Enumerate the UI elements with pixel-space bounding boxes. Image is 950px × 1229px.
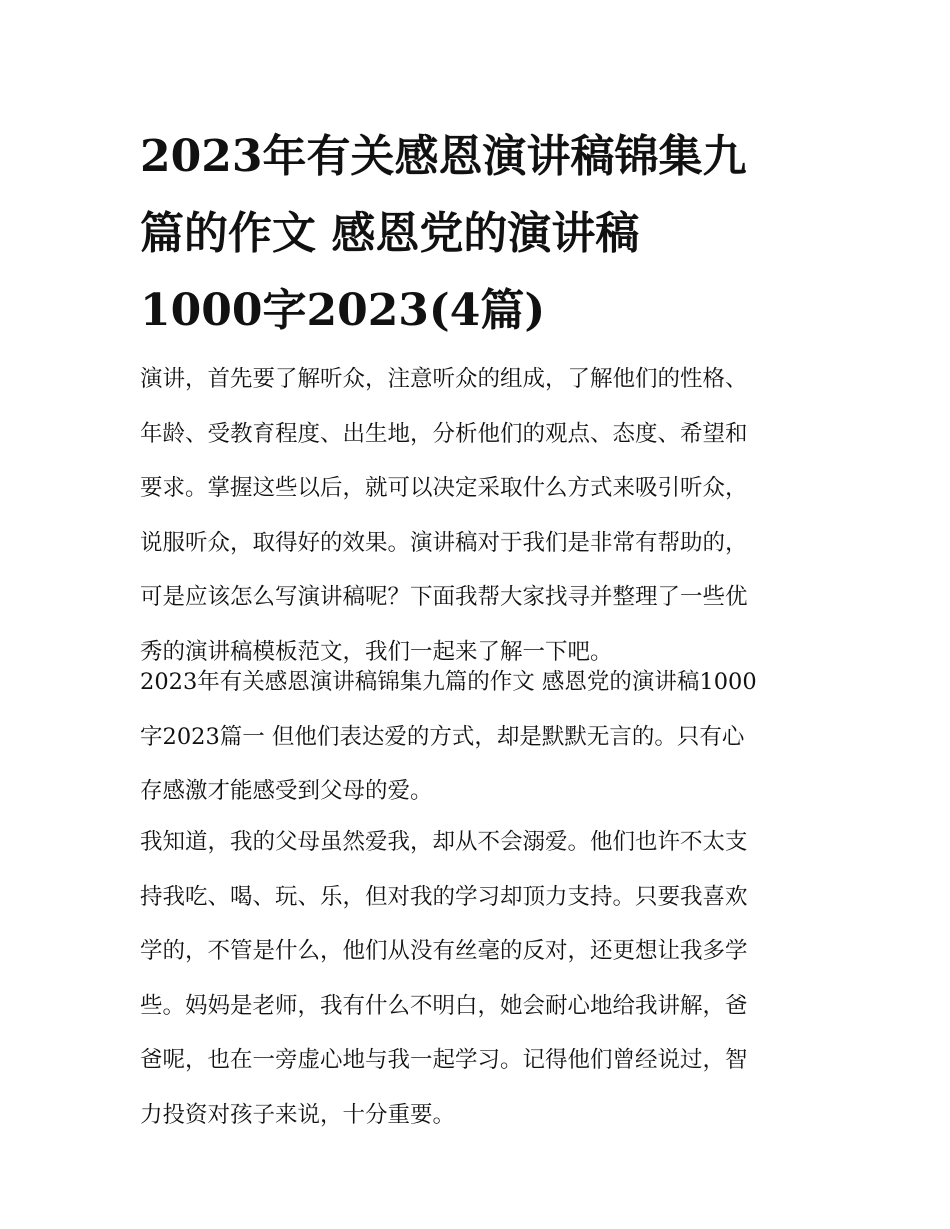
- speech-heading-paragraph: [140, 655, 820, 819]
- text-line: 秀的演讲稿模板范文，我们一起来了解一下吧。: [140, 638, 613, 665]
- body-paragraph: [140, 815, 820, 1142]
- text-line: 学的，不管是什么，他们从没有丝毫的反对，还更想让我多学: [140, 938, 748, 964]
- title-line: 2023年有关感恩演讲稿锦集九: [140, 131, 747, 182]
- text-line: 演讲，首先要了解听众，注意听众的组成，了解他们的性格、: [140, 366, 748, 392]
- title-line: 1000字2023(4篇): [140, 285, 546, 336]
- text-line: 说服听众，取得好的效果。演讲稿对于我们是非常有帮助的，: [140, 529, 748, 556]
- text-line: 要求。掌握这些以后，就可以决定采取什么方式来吸引听众，: [140, 475, 748, 501]
- intro-paragraph: [140, 352, 820, 679]
- text-line: 字2023篇一 但他们表达爱的方式，却是默默无言的。只有心: [140, 723, 745, 750]
- text-line: 年龄、受教育程度、出生地，分析他们的观点、态度、希望和: [140, 420, 748, 447]
- text-line: 力投资对孩子来说，十分重要。: [140, 1101, 456, 1128]
- title-line: 篇的作文 感恩党的演讲稿: [140, 208, 640, 259]
- text-line: 可是应该怎么写演讲稿呢？下面我帮大家找寻并整理了一些优: [140, 584, 748, 610]
- document-title: [140, 118, 820, 349]
- text-line: 存感激才能感受到父母的爱。: [140, 778, 433, 804]
- text-line: 2023年有关感恩演讲稿锦集九篇的作文 感恩党的演讲稿1000: [140, 669, 757, 695]
- text-line: 我知道，我的父母虽然爱我，却从不会溺爱。他们也许不太支: [140, 829, 748, 855]
- text-line: 些。妈妈是老师，我有什么不明白，她会耐心地给我讲解，爸: [140, 992, 748, 1019]
- text-line: 持我吃、喝、玩、乐，但对我的学习却顶力支持。只要我喜欢: [140, 883, 748, 910]
- text-line: 爸呢，也在一旁虚心地与我一起学习。记得他们曾经说过，智: [140, 1047, 748, 1073]
